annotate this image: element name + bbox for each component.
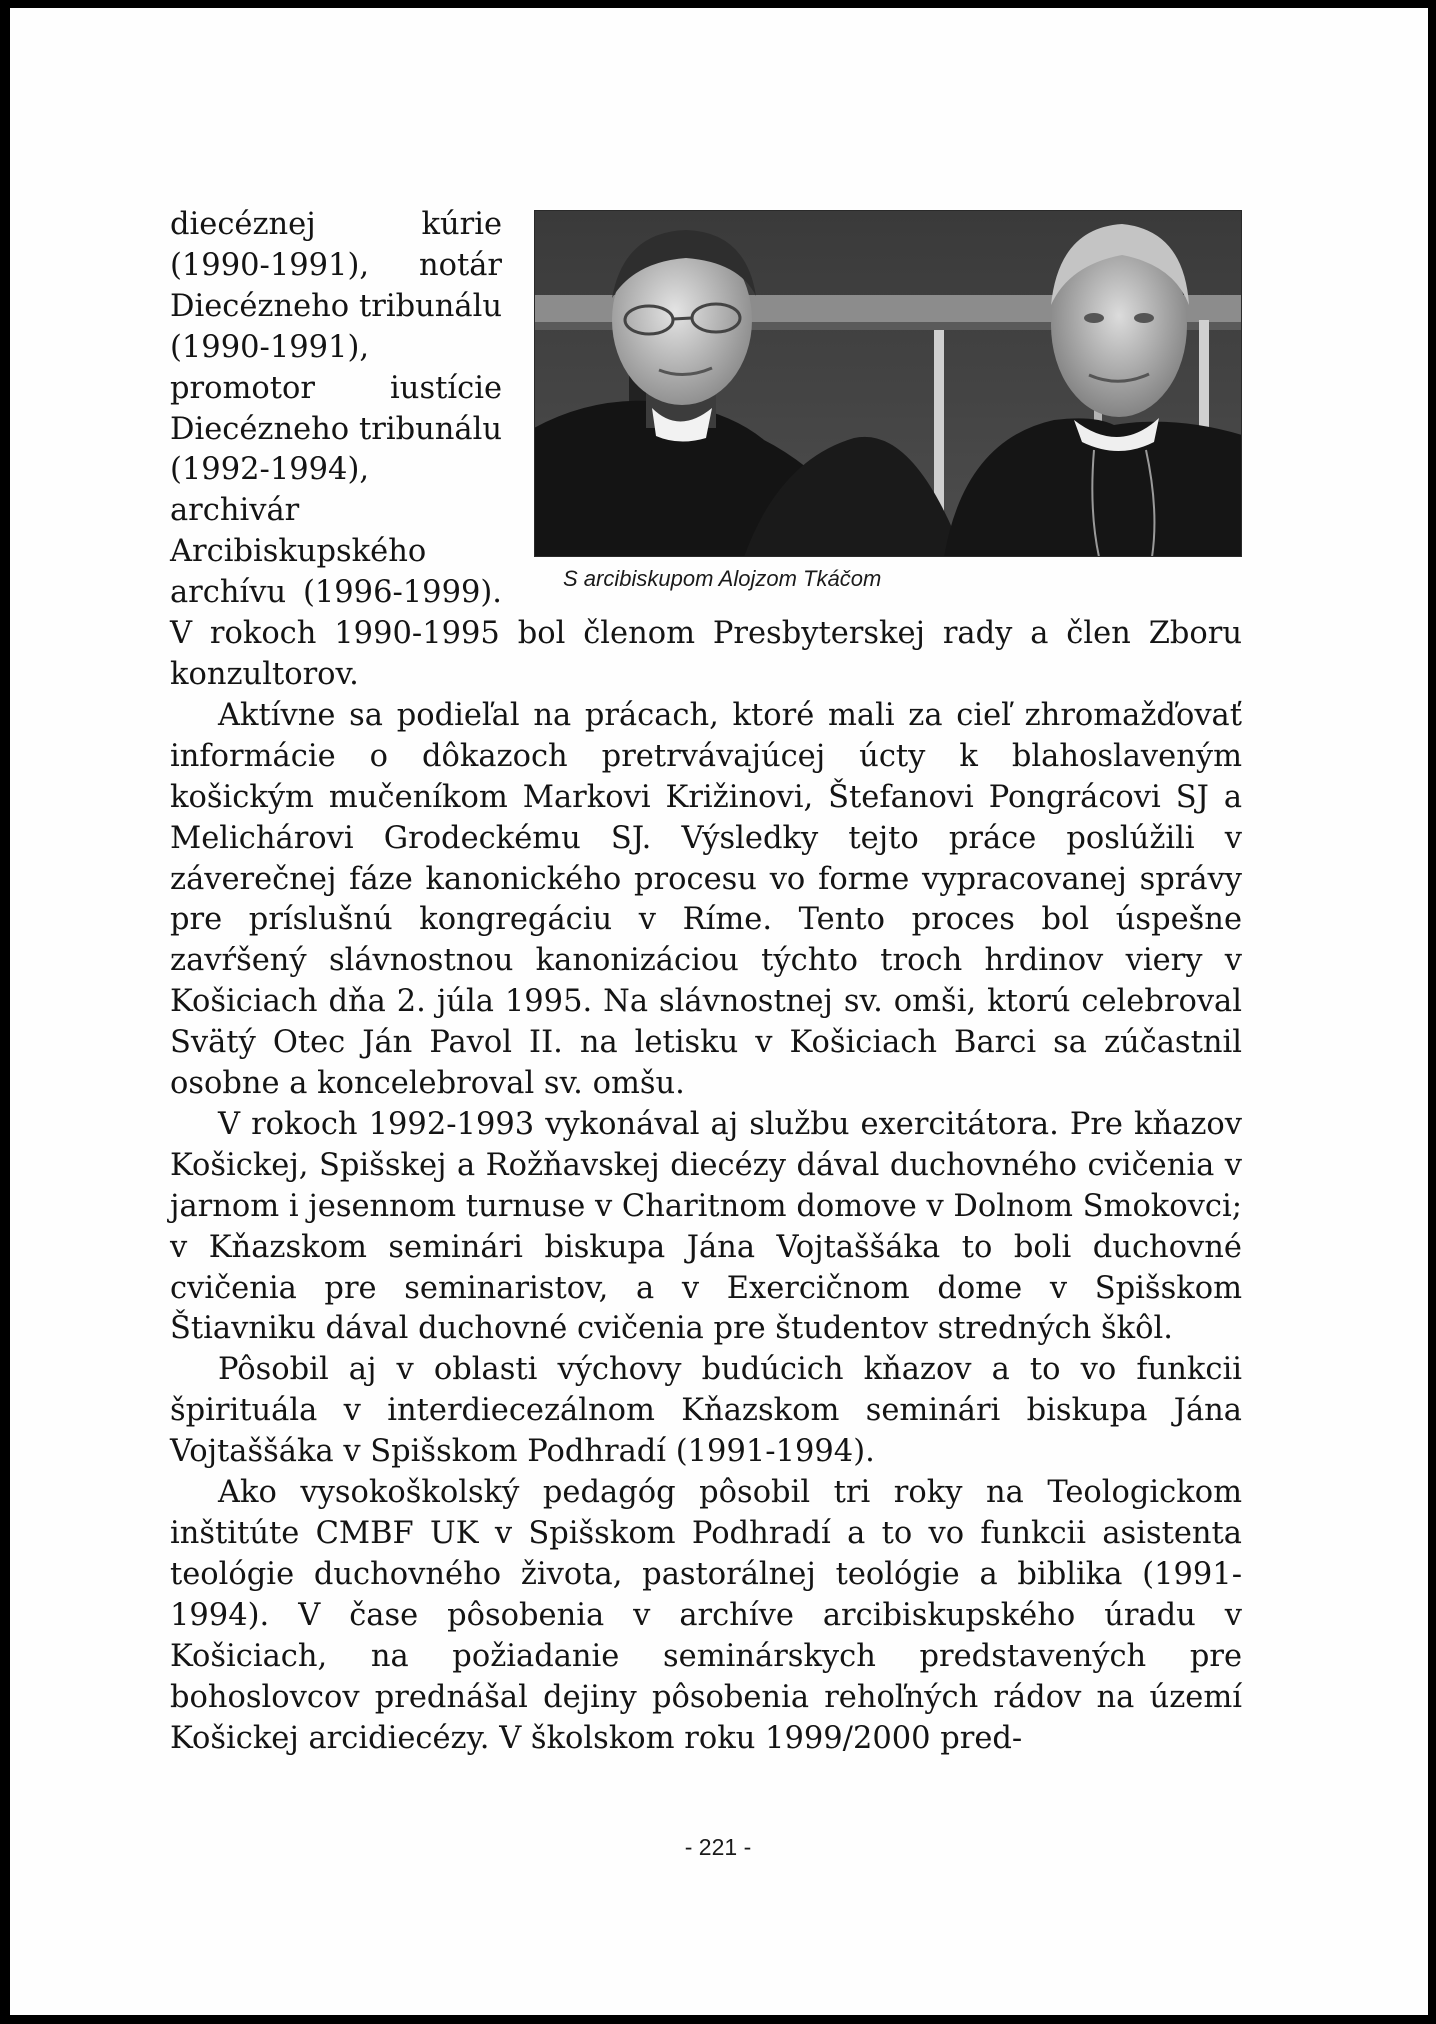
figure-caption: S arcibiskupom Alojzom Tkáčom bbox=[563, 566, 882, 591]
photo-two-clergymen bbox=[534, 210, 1242, 557]
figure bbox=[522, 210, 1242, 593]
page-number: - 221 - bbox=[684, 1834, 752, 1860]
text-area bbox=[170, 205, 1242, 1759]
paragraph-1: diecéznej kúrie (1990-1991), notár Diecézneho tribunálu (1990-1991), promotor iustície Diecézneho tribunálu (1992-1994), archivár Arcibiskupského archívu (1996-1999). V rokoch 1990-1995 bol členom Presbyterskej rady a člen Zboru konzultorov. bbox=[170, 207, 1242, 692]
paragraph-4: Pôsobil aj v oblasti výchovy budúcich kňazov a to vo funkcii špirituála v interdiecezálnom Kňazskom seminári biskupa Jána Vojtaššáka v Spišskom Podhradí (1991-1994). bbox=[170, 1352, 1242, 1470]
paragraph-3: V rokoch 1992-1993 vykonával aj službu exercitátora. Pre kňazov Košickej, Spišskej a Rožňavskej diecézy dával duchovného cvičenia v jarnom i jesennom turnuse v Charitnom domove v Dolnom Smokovci; v Kňazskom seminári biskupa Jána Vojtaššáka to boli duchovné cvičenia pre seminaristov, a v Exercičnom dome v Spišskom Štiavniku dával duchovné cvičenia pre študentov stredných škôl. bbox=[170, 1106, 1242, 1347]
paragraph-2: Aktívne sa podieľal na prácach, ktoré mali za cieľ zhromažďovať informácie o dôkazoch pretrvávajúcej úcty k blahoslaveným košickým mučeníkom Markovi Križinovi, Štefanovi Pongrácovi SJ a Melichárovi Grodeckému SJ. Výsledky tejto práce poslúžili v záverečnej fáze kanonického procesu vo forme vypracovanej správy pre príslušnú kongregáciu v Ríme. Tento proces bol úspešne zavŕšený slávnostnou kanonizáciou týchto troch hrdinov viery v Košiciach dňa 2. júla 1995. Na slávnostnej sv. omši, ktorú celebroval Svätý Otec Ján Pavol II. na letisku v Košiciach Barci sa zúčastnil osobne a koncelebroval sv. omšu. bbox=[170, 697, 1242, 1102]
paragraph-5: Ako vysokoškolský pedagóg pôsobil tri roky na Teologickom inštitúte CMBF UK v Spišskom Podhradí a to vo funkcii asistenta teológie duchovného života, pastorálnej teológie a biblika (1991-1994). V čase pôsobenia v archíve arcibiskupského úradu v Košiciach, na požiadanie seminárskych predstavených pre bohoslovcov prednášal dejiny pôsobenia rehoľných rádov na území Košickej arcidiecézy. V školskom roku 1999/2000 pred- bbox=[170, 1475, 1242, 1756]
